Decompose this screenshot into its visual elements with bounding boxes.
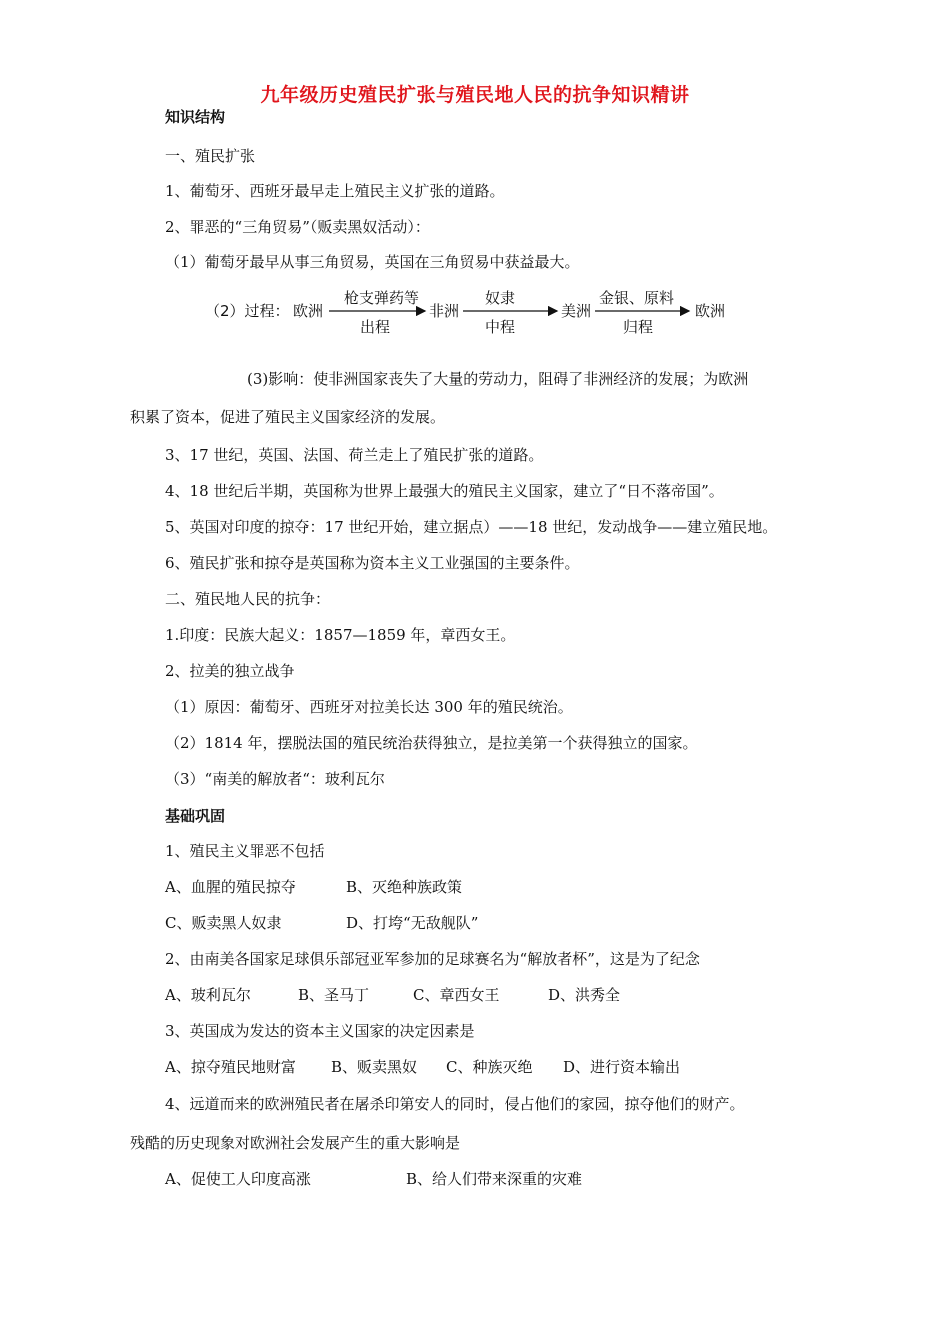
question-1-option-b: B、灭绝种族政策 <box>346 878 463 896</box>
part1-item6: 6、殖民扩张和掠夺是英国称为资本主义工业强国的主要条件。 <box>165 554 580 572</box>
question-3-option-d: D、进行资本输出 <box>563 1058 681 1076</box>
question-3-option-c: C、种族灭绝 <box>446 1058 533 1076</box>
question-2-option-d: D、洪秀全 <box>548 986 621 1004</box>
question-3-option-b: B、贩卖黑奴 <box>331 1058 418 1076</box>
part1-item5: 5、英国对印度的掠夺：17 世纪开始，建立据点）——18 世纪，发动战争——建立殖民地。 <box>165 518 778 536</box>
question-1-option-a: A、血腥的殖民掠夺 <box>165 878 296 896</box>
flow-node-europe-end: 欧洲 <box>695 302 726 320</box>
question-2-option-c: C、章西女王 <box>413 986 500 1004</box>
flow-node-europe-start: 欧洲 <box>293 302 324 320</box>
question-2-option-b: B、圣马丁 <box>298 986 370 1004</box>
question-2: 2、由南美各国家足球俱乐部冠亚军参加的足球赛名为“解放者杯”，这是为了纪念 <box>165 950 700 968</box>
part1-heading: 一、殖民扩张 <box>165 147 256 165</box>
question-3-option-a: A、掠夺殖民地财富 <box>165 1058 296 1076</box>
part2-item2: 2、拉美的独立战争 <box>165 662 295 680</box>
page-title: 九年级历史殖民扩张与殖民地人民的抗争知识精讲 <box>260 84 690 106</box>
question-4-line2: 残酷的历史现象对欧洲社会发展产生的重大影响是 <box>130 1134 461 1152</box>
question-4-option-b: B、给人们带来深重的灾难 <box>406 1170 583 1188</box>
section-heading-knowledge-structure: 知识结构 <box>165 108 226 126</box>
flow-arrow2-top-label: 奴隶 <box>485 289 516 307</box>
part1-item2: 2、罪恶的“三角贸易”（贩卖黑奴活动）： <box>165 218 430 236</box>
flow-node-america: 美洲 <box>561 302 592 320</box>
flow-arrow1-bottom-label: 出程 <box>360 318 391 336</box>
flow-arrow3-bottom-label: 归程 <box>623 318 654 336</box>
question-1-option-c: C、贩卖黑人奴隶 <box>165 914 282 932</box>
part1-item3: 3、17 世纪，英国、法国、荷兰走上了殖民扩张的道路。 <box>165 446 544 464</box>
question-2-option-a: A、玻利瓦尔 <box>165 986 251 1004</box>
part1-item2-1: （1）葡萄牙最早从事三角贸易，英国在三角贸易中获益最大。 <box>165 253 580 271</box>
part2-item1: 1.印度：民族大起义：1857—1859 年，章西女王。 <box>165 626 516 644</box>
question-1: 1、殖民主义罪恶不包括 <box>165 842 325 860</box>
part1-item1: 1、葡萄牙、西班牙最早走上殖民主义扩张的道路。 <box>165 182 505 200</box>
part2-item2-2: （2）1814 年，摆脱法国的殖民统治获得独立，是拉美第一个获得独立的国家。 <box>165 734 698 752</box>
flow-arrow2-bottom-label: 中程 <box>485 318 516 336</box>
part2-item2-3: （3）“南美的解放者“：玻利瓦尔 <box>165 770 385 788</box>
flow-label: （2）过程： <box>205 302 290 320</box>
part1-item4: 4、18 世纪后半期，英国称为世界上最强大的殖民主义国家，建立了“日不落帝国”。 <box>165 482 724 500</box>
section-heading-basic-review: 基础巩固 <box>165 807 226 825</box>
part1-item2-3-line1: (3)影响：使非洲国家丧失了大量的劳动力，阻碍了非洲经济的发展；为欧洲 <box>247 370 749 388</box>
question-3: 3、英国成为发达的资本主义国家的决定因素是 <box>165 1022 475 1040</box>
question-1-option-d: D、打垮“无敌舰队” <box>346 914 479 932</box>
question-4-line1: 4、远道而来的欧洲殖民者在屠杀印第安人的同时，侵占他们的家园，掠夺他们的财产。 <box>165 1095 745 1113</box>
flow-node-africa: 非洲 <box>429 302 460 320</box>
question-4-option-a: A、促使工人印度高涨 <box>165 1170 311 1188</box>
flow-arrow1-top-label: 枪支弹药等 <box>344 289 420 307</box>
flow-arrow3-top-label: 金银、原料 <box>599 289 675 307</box>
triangle-trade-flow-diagram <box>205 287 735 339</box>
part2-item2-1: （1）原因：葡萄牙、西班牙对拉美长达 300 年的殖民统治。 <box>165 698 573 716</box>
part1-item2-3-line2: 积累了资本，促进了殖民主义国家经济的发展。 <box>130 408 446 426</box>
part2-heading: 二、殖民地人民的抗争： <box>165 590 331 608</box>
